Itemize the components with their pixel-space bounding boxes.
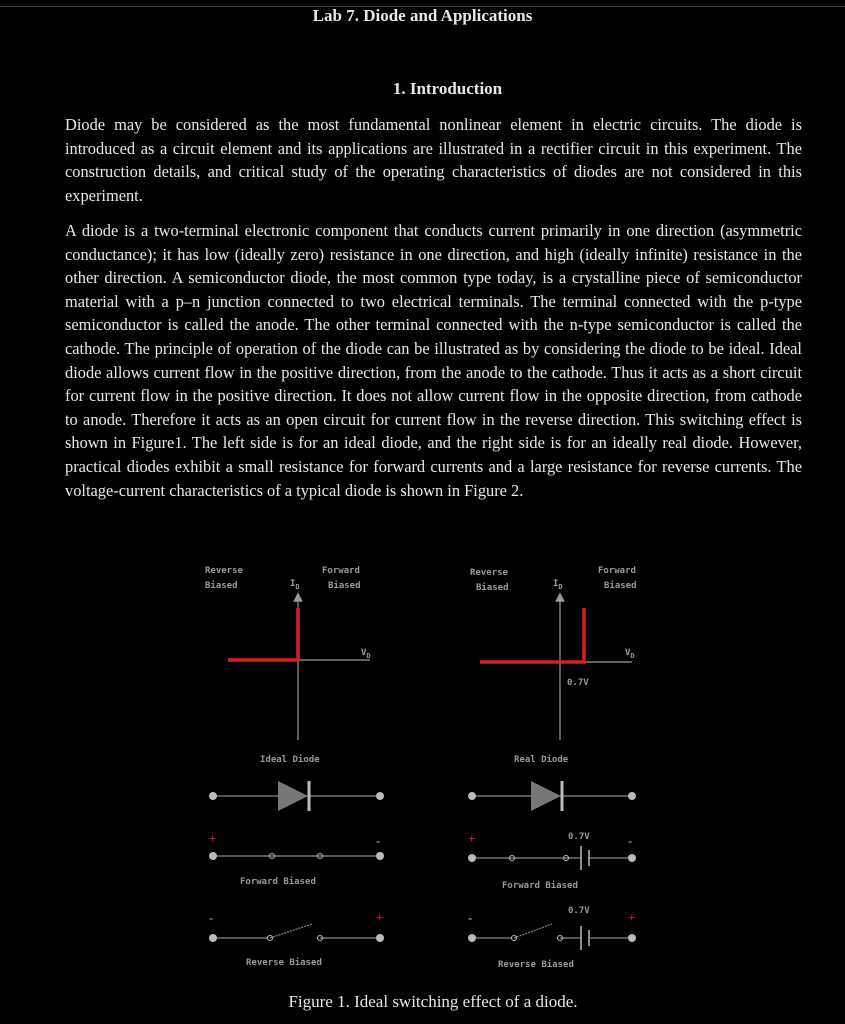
left-reverse-label-top: Reverse [205, 566, 243, 576]
real-diode-label: Real Diode [514, 755, 569, 765]
left-id-label: I [290, 579, 296, 589]
diode-paragraph: A diode is a two-terminal electronic component that conducts current primarily in one direction (asymmetric conductance); it has low (ideally zero) resistance in one direction, and high (ideally infinite) resistance in the other direction. A semiconductor diode, the most common type today, is a crystalline piece of semiconductor material with a p–n junction connected to two electrical terminals. The terminal connected with the p-type semiconductor is called the anode. The other terminal connected with the n-type semiconductor is called the cathode. The principle of operation of the diode can be illustrated as by considering the diode to be ideal. Ideal diode allows current flow in the positive direction, from the anode to the cathode. Thus it acts as a short circuit for current flow in the positive direction. It does not allow current flow in the opposite direction, from cathode to anode. Therefore it acts as an open circuit for current flow in the reverse direction. This switching effect is shown in Figure1. The left side is for an ideal diode, and the right side is for an ideally real diode. However, practical diodes exhibit a small resistance for forward currents and a large resistance for reverse currents. The voltage-current characteristics of a typical diode is shown in Figure 2. [65, 221, 802, 500]
right-threshold-label: 0.7V [567, 678, 589, 688]
ideal-reverse-circuit [209, 910, 384, 942]
right-forward-drop-label: 0.7V [568, 832, 590, 842]
left-forward-label-bottom: Biased [328, 581, 361, 591]
right-forward-biased-label: Forward Biased [502, 881, 578, 891]
svg-text:VD [361, 648, 371, 660]
right-reverse-drop-label: 0.7V [568, 906, 590, 916]
left-reverse-plus: + [376, 910, 384, 925]
right-real-curve [480, 608, 584, 662]
right-reverse-plus: + [628, 910, 636, 925]
right-vd-label: V [625, 648, 631, 658]
right-forward-minus: - [628, 833, 633, 848]
ideal-characteristic-graph [205, 566, 371, 740]
left-forward-minus: - [376, 833, 381, 848]
figure-1 [0, 545, 845, 975]
svg-text:VD [625, 648, 635, 660]
real-diode-symbol [468, 781, 636, 811]
ideal-forward-circuit [209, 831, 384, 860]
real-characteristic-graph [470, 566, 637, 740]
left-id-sub: D [295, 583, 300, 591]
ideal-diode-label: Ideal Diode [260, 755, 320, 765]
left-reverse-biased-label: Reverse Biased [246, 958, 322, 968]
ideal-diode-symbol [209, 781, 384, 811]
figure-caption: Figure 1. Ideal switching effect of a diode. [288, 992, 578, 1011]
right-id-sub: D [558, 583, 563, 591]
right-forward-plus: + [468, 831, 476, 846]
right-reverse-biased-label: Reverse Biased [498, 960, 574, 970]
left-vd-label: V [361, 648, 367, 658]
svg-text:ID [290, 579, 300, 591]
right-forward-label-top: Forward [598, 566, 636, 576]
left-vd-sub: D [366, 652, 371, 660]
right-reverse-label-bottom: Biased [476, 583, 509, 593]
left-forward-label-top: Forward [322, 566, 360, 576]
left-ideal-curve [228, 608, 298, 660]
lab-title: Lab 7. Diode and Applications [312, 6, 533, 25]
right-vd-sub: D [630, 652, 635, 660]
real-reverse-circuit [468, 910, 636, 950]
right-reverse-minus: - [468, 910, 473, 925]
left-reverse-label-bottom: Biased [205, 581, 238, 591]
real-forward-circuit [468, 831, 636, 870]
right-reverse-label-top: Reverse [470, 568, 508, 578]
svg-text:ID [553, 579, 563, 591]
left-forward-plus: + [209, 831, 217, 846]
right-id-label: I [553, 579, 559, 589]
section-title: 1. Introduction [392, 79, 503, 98]
left-forward-biased-label: Forward Biased [240, 877, 316, 887]
left-reverse-minus: - [209, 910, 214, 925]
intro-paragraph: Diode may be considered as the most fundamental nonlinear element in electric circuits. The diode is introduced as a circuit element and its applications are illustrated in a rectifier circuit in this experiment. The construction details, and critical study of the operating characteristics of diodes are not considered in this experiment. [65, 115, 802, 205]
right-forward-label-bottom: Biased [604, 581, 637, 591]
